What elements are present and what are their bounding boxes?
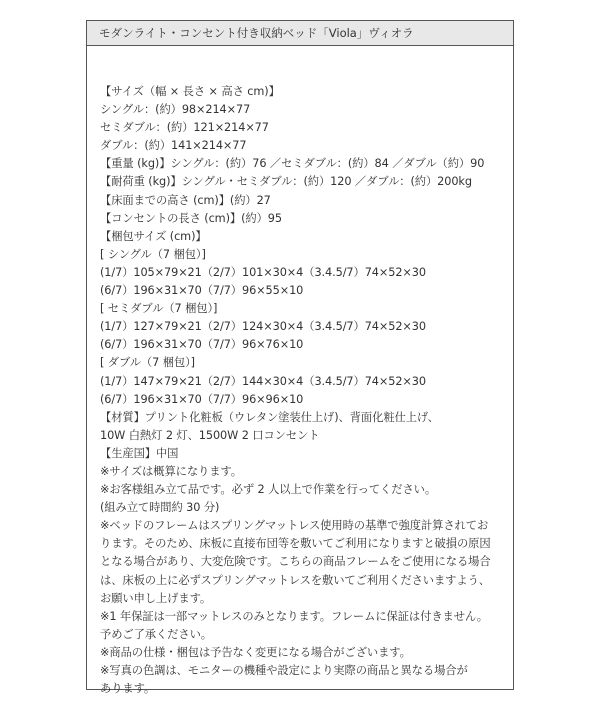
spec-line-package-semidouble-2: (6/7）196×31×70（7/7）96×76×10 xyxy=(100,338,304,352)
spec-line-size-heading: 【サイズ（幅 × 長さ × 高さ cm)】 xyxy=(100,85,280,98)
spec-line-note-frame-4: は、床板の上に必ずスプリングマットレスを敷いてご利用くださいますよう、 xyxy=(100,573,490,587)
spec-line-note-frame-1: ※ベッドのフレームはスプリングマットレス使用時の基準で強度計算されてお xyxy=(100,519,489,533)
spec-body xyxy=(87,46,513,698)
spec-header xyxy=(87,21,513,46)
spec-line-note-frame-2: ります。そのため、床板に直接布団等を敷いてご利用になりますと破損の原因 xyxy=(100,537,491,551)
spec-line-material-2: 10W 白熱灯 2 灯、1500W 2 口コンセント xyxy=(100,428,320,442)
spec-line-size-double: ダブル：(約）141×214×77 xyxy=(100,139,247,153)
spec-line-note-frame-3: となる場合があり、大変危険です。こちらの商品フレームをご使用になる場合 xyxy=(100,555,491,569)
spec-line-package-semidouble-heading: [ セミダブル（7 梱包）] xyxy=(100,302,218,316)
spec-line-note-color-2: あります。 xyxy=(100,682,156,696)
spec-line-note-color-1: ※写真の色調は、モニターの機種や設定により実際の商品と異なる場合が xyxy=(100,664,468,677)
spec-line-cord-length: 【コンセントの長さ (cm)】(約）95 xyxy=(100,211,282,225)
spec-line-package-double-heading: [ ダブル（7 梱包）] xyxy=(100,356,195,370)
spec-line-load-capacity: 【耐荷重 (kg)】シングル・セミダブル：(約）120 ／ダブル：(約）200kg xyxy=(100,175,472,189)
product-title: モダンライト・コンセント付き収納ベッド「Viola」ヴィオラ xyxy=(99,26,414,40)
spec-line-material-1: 【材質】プリント化粧板（ウレタン塗装仕上げ)、背面化粧仕上げ、 xyxy=(100,410,439,424)
spec-line-note-warranty-1: ※1 年保証は一部マットレスのみとなります。フレームに保証は付きません。 xyxy=(100,609,488,623)
spec-line-floor-height: 【床面までの高さ (cm)】(約）27 xyxy=(100,193,271,207)
spec-line-note-assembly: ※お客様組み立て品です。必ず 2 人以上で作業を行ってください。 xyxy=(100,483,437,497)
spec-line-size-semidouble: セミダブル：(約）121×214×77 xyxy=(100,121,269,135)
spec-line-note-frame-5: お願い申し上げます。 xyxy=(100,591,212,605)
spec-line-size-single: シングル：(約）98×214×77 xyxy=(100,103,251,117)
spec-box xyxy=(86,20,514,696)
spec-line-note-warranty-2: 予めご了承ください。 xyxy=(100,627,212,641)
spec-line-origin: 【生産国】中国 xyxy=(100,446,179,460)
spec-line-package-single-1: (1/7）105×79×21（2/7）101×30×4（3.4.5/7）74×52×30 xyxy=(100,265,426,279)
spec-line-package-double-2: (6/7）196×31×70（7/7）96×96×10 xyxy=(100,392,304,406)
spec-line-package-double-1: (1/7）147×79×21（2/7）144×30×4（3.4.5/7）74×52×30 xyxy=(100,374,426,388)
spec-line-package-heading: 【梱包サイズ (cm)】 xyxy=(100,229,207,243)
spec-line-note-size: ※サイズは概算になります。 xyxy=(100,464,242,478)
spec-line-note-assembly-time: (組み立て時間約 30 分) xyxy=(100,501,220,515)
spec-line-weight: 【重量 (kg)】シングル：(約）76 ／セミダブル：(約）84 ／ダブル（約）90 xyxy=(100,157,485,171)
spec-line-package-single-heading: [ シングル（7 梱包）] xyxy=(100,247,206,261)
spec-line-note-spec-change: ※商品の仕様・梱包は予告なく変更になる場合がございます。 xyxy=(100,645,411,659)
spec-line-package-semidouble-1: (1/7）127×79×21（2/7）124×30×4（3.4.5/7）74×52×30 xyxy=(100,320,426,334)
spec-line-package-single-2: (6/7）196×31×70（7/7）96×55×10 xyxy=(100,284,304,298)
